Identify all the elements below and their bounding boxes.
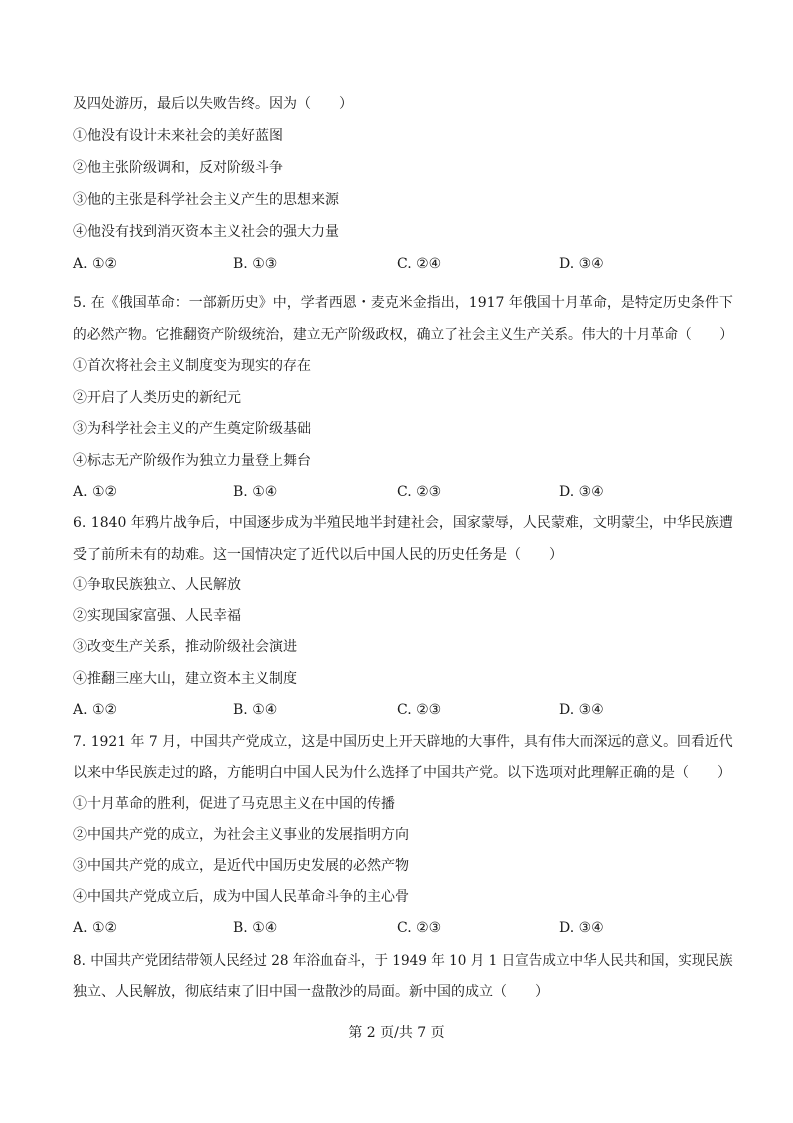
q7-option-c[interactable]: C. ②③ (397, 920, 442, 936)
q7-stem-line-1: 7. 1921 年 7 月，中国共产党成立，这是中国历史上开天辟地的大事件，具有伟大而深远的意义。回看近代 (73, 734, 733, 750)
q6-option-a[interactable]: A. ①② (73, 702, 118, 718)
q4-option-d[interactable]: D. ③④ (559, 256, 604, 272)
q5-statement-3: ③为科学社会主义的产生奠定阶级基础 (73, 421, 311, 437)
q7-stem-line-2: 以来中华民族走过的路，方能明白中国人民为什么选择了中国共产党。以下选项对此理解正确的是（ ） (73, 765, 731, 781)
q4-option-c[interactable]: C. ②④ (397, 256, 442, 272)
q4-options (73, 254, 733, 274)
q4-option-b[interactable]: B. ①③ (233, 256, 278, 272)
q6-statement-3: ③改变生产关系，推动阶级社会演进 (73, 639, 297, 655)
q4-statement-2: ②他主张阶级调和，反对阶级斗争 (73, 160, 283, 176)
q5-stem-line-2: 的必然产物。它推翻资产阶级统治，建立无产阶级政权，确立了社会主义生产关系。伟大的十月革命（ ） (73, 327, 733, 343)
q7-statement-3: ③中国共产党的成立，是近代中国历史发展的必然产物 (73, 858, 409, 874)
q5-option-c[interactable]: C. ②③ (397, 484, 442, 500)
q5-stem-line-1: 5. 在《俄国革命：一部新历史》中，学者西恩・麦克米金指出，1917 年俄国十月革命，是特定历史条件下 (73, 295, 733, 311)
q5-option-a[interactable]: A. ①② (73, 484, 118, 500)
q7-option-a[interactable]: A. ①② (73, 920, 118, 936)
q5-statement-4: ④标志无产阶级作为独立力量登上舞台 (73, 453, 311, 469)
q6-option-d[interactable]: D. ③④ (559, 702, 604, 718)
q5-options (73, 482, 733, 502)
q4-stem-tail: 及四处游历，最后以失败告终。因为（ ） (73, 96, 353, 112)
q7-option-d[interactable]: D. ③④ (559, 920, 604, 936)
q6-stem-line-1: 6. 1840 年鸦片战争后，中国逐步成为半殖民地半封建社会，国家蒙辱，人民蒙难，文明蒙尘，中华民族遭 (73, 515, 733, 531)
q6-stem-line-2: 受了前所未有的劫难。这一国情决定了近代以后中国人民的历史任务是（ ） (73, 547, 563, 563)
q5-statement-1: ①首次将社会主义制度变为现实的存在 (73, 358, 311, 374)
page-footer: 第 2 页/共 7 页 (348, 1025, 445, 1041)
q7-statement-1: ①十月革命的胜利，促进了马克思主义在中国的传播 (73, 796, 395, 812)
q7-statement-4: ④中国共产党成立后，成为中国人民革命斗争的主心骨 (73, 889, 409, 905)
q4-option-a[interactable]: A. ①② (73, 256, 118, 272)
q8-stem-line-2: 独立、人民解放，彻底结束了旧中国一盘散沙的局面。新中国的成立（ ） (73, 984, 549, 1000)
q5-statement-2: ②开启了人类历史的新纪元 (73, 390, 241, 406)
q7-statement-2: ②中国共产党的成立，为社会主义事业的发展指明方向 (73, 827, 409, 843)
q6-option-c[interactable]: C. ②③ (397, 702, 442, 718)
q6-options (73, 700, 733, 720)
q6-statement-1: ①争取民族独立、人民解放 (73, 577, 241, 593)
q7-option-b[interactable]: B. ①④ (233, 920, 278, 936)
q4-statement-3: ③他的主张是科学社会主义产生的思想来源 (73, 192, 339, 208)
q5-option-b[interactable]: B. ①④ (233, 484, 278, 500)
q7-options (73, 918, 733, 938)
q4-statement-1: ①他没有设计未来社会的美好蓝图 (73, 128, 283, 144)
q6-option-b[interactable]: B. ①④ (233, 702, 278, 718)
q5-option-d[interactable]: D. ③④ (559, 484, 604, 500)
q8-stem-line-1: 8. 中国共产党团结带领人民经过 28 年浴血奋斗，于 1949 年 10 月 1 日宣告成立中华人民共和国，实现民族 (73, 953, 733, 969)
q4-statement-4: ④他没有找到消灭资本主义社会的强大力量 (73, 224, 339, 240)
q6-statement-4: ④推翻三座大山，建立资本主义制度 (73, 671, 297, 687)
q6-statement-2: ②实现国家富强、人民幸福 (73, 608, 241, 624)
